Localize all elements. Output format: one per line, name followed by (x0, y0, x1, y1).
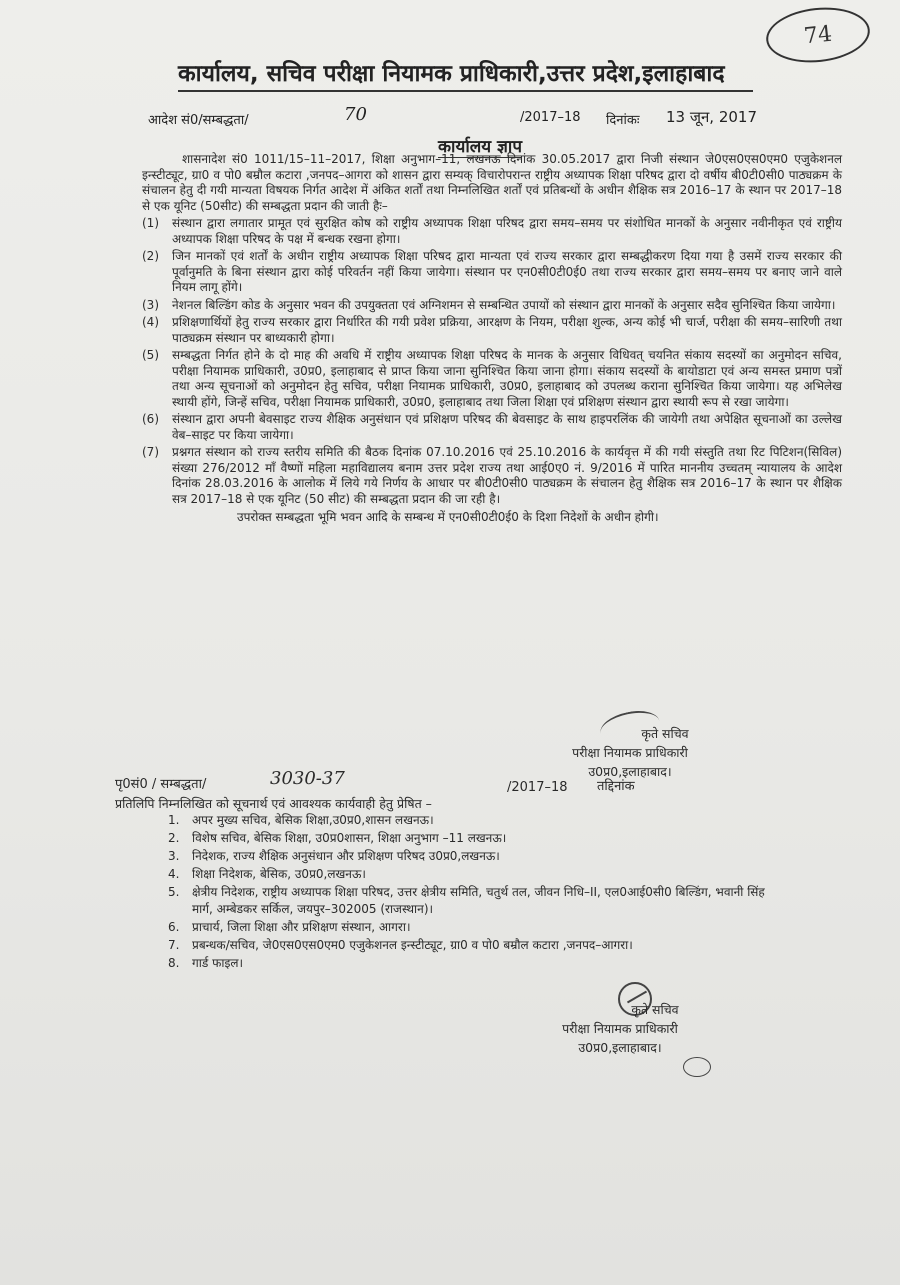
condition-item (142, 348, 842, 410)
condition-number: (4) (142, 315, 159, 329)
copy-recipient (168, 812, 788, 829)
condition-number: (2) (142, 249, 159, 263)
copy-number: 1. (168, 813, 180, 827)
copy-text: शिक्षा निदेशक, बेसिक, उ0प्र0,लखनऊ। (192, 867, 366, 881)
copy-number: 8. (168, 956, 180, 970)
copy-number: 4. (168, 867, 180, 881)
condition-text: नेशनल बिल्डिंग कोड के अनुसार भवन की उपयुक्तता एवं अग्निशमन से सम्बन्धित उपायों को संस्थान द्वारा मानकों के अनुसार सदैव सुनिश्चित किया जायेगा। (172, 297, 836, 312)
condition-text: प्रश्नगत संस्थान को राज्य स्तरीय समिति की बैठक दिनांक 07.10.2016 एवं 25.10.2016 के कार्यवृत्त में की गयी संस्तुति तथा रिट पिटिशन(सिविल) संख्या 276/2012 माँ वैष्णों महिला महाविद्यालय बनाम उत्तर प्रदेश राज्य तथा आई0ए0 नं. 9/2016 में पारित माननीय उच्चतम् न्यायालय के आदेश दिनांक 28.03.2016 के आलोक में लिये गये निर्णय के आधार पर बी0टी0सी0 पाठ्यक्रम के संचालन हेतु शैक्षिक सत्र 2016–17 के स्थान पर शैक्षिक सत्र 2017–18 से एक यूनिट (50 सीट) की सम्बद्धता प्रदान की जा रही है। (172, 445, 842, 506)
condition-item (142, 298, 842, 314)
copy-recipient (168, 866, 788, 883)
conditions-list (142, 216, 842, 507)
copy-recipient (168, 848, 788, 865)
order-date: 13 जून, 2017 (666, 108, 758, 126)
condition-number: (7) (142, 445, 159, 459)
copy-recipient (168, 955, 788, 972)
copy-text: अपर मुख्य सचिव, बेसिक शिक्षा,उ0प्र0,शासन लखनऊ। (192, 813, 434, 827)
signature-office: उ0प्र0,इलाहाबाद। (578, 1040, 662, 1055)
signature-office: उ0प्र0,इलाहाबाद। (588, 764, 672, 779)
intro-paragraph: शासनादेश सं0 1011/15–11–2017, शिक्षा अनुभाग–11, लखनऊ दिनांक 30.05.2017 द्वारा निजी संस्थान जे0एस0एस0एम0 एजुकेशनल इन्स्टीट्यूट, ग्रा0 व पो0 बम्रौल कटारा ,जनपद–आगरा को शासन द्वारा सम्यक् विचारोपरान्त राष्ट्रीय अध्यापक शिक्षा परिषद द्वारा दो वर्षीय बी0टी0सी0 पाठ्यक्रम के संचालन हेतु दी गयी मान्यता विषयक निर्गत आदेश में अंकित शर्तों तथा निम्नलिखित शर्तों एवं प्रतिबन्धों के अधीन शैक्षिक सत्र 2016–17 के स्थान पर 2017–18 से एक यूनिट (50सीट) की सम्बद्धता प्रदान की जाती हैः– (142, 152, 842, 213)
page-number: 74 (763, 3, 872, 68)
copy-number: 3. (168, 849, 180, 863)
copy-text: निदेशक, राज्य शैक्षिक अनुसंधान और प्रशिक्षण परिषद उ0प्र0,लखनऊ। (192, 849, 500, 863)
ref-year: /2017–18 (507, 780, 568, 795)
condition-item (142, 445, 842, 507)
copy-number: 2. (168, 831, 180, 845)
endorsement-reference-line (115, 770, 675, 796)
ref-date: तद्दिनांक (597, 779, 635, 794)
copy-intro: प्रतिलिपि निम्नलिखित को सूचनार्थ एवं आवश्यक कार्यवाही हेतु प्रेषित – (115, 796, 432, 811)
copy-recipient (168, 937, 788, 954)
condition-text: प्रशिक्षणार्थियों हेतु राज्य सरकार द्वारा निर्धारित की गयी प्रवेश प्रक्रिया, आरक्षण के नियम, परीक्षा शुल्क, अन्य कोई भी चार्ज, परीक्षा की समय–सारिणी तथा पाठ्यक्रम संस्थान पर बाध्यकारी होगा। (172, 315, 842, 345)
copy-text: क्षेत्रीय निदेशक, राष्ट्रीय अध्यापक शिक्षा परिषद, उत्तर क्षेत्रीय समिति, चतुर्थ तल, जीवन निधि–II, एल0आई0सी0 बिल्डिंग, भवानी सिंह मार्ग, अम्बेडकर सर्किल, जयपुर–302005 (राजस्थान)। (192, 885, 765, 916)
copy-text: प्रबन्धक/सचिव, जे0एस0एस0एम0 एजुकेशनल इन्स्टीट्यूट, ग्रा0 व पो0 बम्रौल कटारा ,जनपद–आगरा। (192, 938, 633, 952)
condition-item (142, 315, 842, 346)
ref-label: पृ0सं0 / सम्बद्धता/ (115, 777, 207, 792)
condition-number: (6) (142, 412, 159, 426)
condition-item (142, 412, 842, 443)
condition-text: जिन मानकों एवं शर्तों के अधीन राष्ट्रीय अध्यापक शिक्षा परिषद द्वारा मान्यता एवं राज्य सरकार द्वारा सम्बद्धीकरण दिया गया है उसमें राज्य सरकार की पूर्वानुमति के बिना संस्थान द्वारा कोई परिवर्तन नहीं किया जायेगा। संस्थान पर एन0सी0टी0ई0 तथा राज्य सरकार द्वारा समय–समय पर बनाए जाने वाले नियम लागू होंगे। (172, 249, 842, 294)
ref-number: 3030-37 (270, 768, 345, 789)
condition-number: (1) (142, 216, 159, 230)
date-label: दिनांकः (606, 113, 640, 128)
memo-body (142, 152, 842, 526)
copy-number: 7. (168, 938, 180, 952)
signature-on-behalf: कृते सचिव (641, 726, 689, 741)
order-year: /2017–18 (520, 110, 581, 125)
closing-paragraph: उपरोक्त सम्बद्धता भूमि भवन आदि के सम्बन्ध में एन0सी0टी0ई0 के दिशा निदेशों के अधीन होगी। (237, 510, 659, 524)
condition-item (142, 216, 842, 247)
copy-recipient (168, 830, 788, 847)
condition-text: सम्बद्धता निर्गत होने के दो माह की अवधि में राष्ट्रीय अध्यापक शिक्षा परिषद के मानक के अनुसार विधिवत् चयनित संकाय सदस्यों का अनुमोदन सचिव, परीक्षा नियामक प्राधिकारी, उ0प्र0, इलाहाबाद से प्राप्त किया जाना सुनिश्चित किया जाना होगा। संकाय सदस्यों के बायोडाटा एवं अन्य समस्त प्रमाण पत्रों तथा अन्य सूचनाओं को अनुमोदन हेतु सचिव, परीक्षा नियामक प्राधिकारी, उ0प्र0, इलाहाबाद को उपलब्ध कराना सुनिश्चित किया जायेगा। यह अभिलेख स्थायी होंगे, जिन्हें सचिव, परीक्षा नियामक प्राधिकारी, उ0प्र0, इलाहाबाद तथा जिला शिक्षा एवं प्रशिक्षण संस्थान द्वारा स्थायी रूप से रखा जायेगा। (172, 348, 842, 409)
condition-number: (5) (142, 348, 159, 362)
copy-number: 5. (168, 885, 180, 899)
signature-designation: परीक्षा नियामक प्राधिकारी (562, 1021, 678, 1036)
signature-designation: परीक्षा नियामक प्राधिकारी (572, 745, 688, 760)
memo-title: कार्यालय ज्ञाप (438, 134, 522, 158)
copy-recipient (168, 884, 788, 918)
order-number: 70 (344, 104, 367, 125)
condition-number: (3) (142, 297, 159, 312)
copy-recipient (168, 919, 788, 936)
signature-block-2 (520, 1000, 720, 1057)
office-heading: कार्यालय, सचिव परीक्षा नियामक प्राधिकारी,उत्तर प्रदेश,इलाहाबाद (178, 56, 753, 92)
copy-text: गार्ड फाइल। (192, 956, 244, 970)
copy-text: प्राचार्य, जिला शिक्षा और प्रशिक्षण संस्थान, आगरा। (192, 920, 411, 934)
order-label: आदेश सं0/सम्बद्धता/ (148, 113, 249, 128)
copy-number: 6. (168, 920, 180, 934)
signature-on-behalf: कृते सचिव (631, 1002, 679, 1017)
condition-item (142, 249, 842, 296)
copy-text: विशेष सचिव, बेसिक शिक्षा, उ0प्र0शासन, शिक्षा अनुभाग –11 लखनऊ। (192, 831, 507, 845)
copy-recipients-list (168, 812, 788, 973)
handwritten-initials (683, 1057, 711, 1077)
condition-text: संस्थान द्वारा लगातार प्रामूत एवं सुरक्षित कोष को राष्ट्रीय अध्यापक शिक्षा परिषद द्वारा समय–समय पर संशोधित मानकों के अनुसार नवीनीकृत एवं राष्ट्रीय अध्यापक शिक्षा परिषद के पक्ष में बन्धक रखना होगा। (172, 216, 842, 246)
order-reference-line (148, 104, 768, 130)
condition-text: संस्थान द्वारा अपनी बेवसाइट राज्य शैक्षिक अनुसंधान एवं प्रशिक्षण परिषद की बेवसाइट के साथ हाइपरलिंक की जायेगी तथा अपेक्षित सूचनाओं का उल्लेख वेब–साइट पर किया जायेगा। (172, 412, 842, 442)
